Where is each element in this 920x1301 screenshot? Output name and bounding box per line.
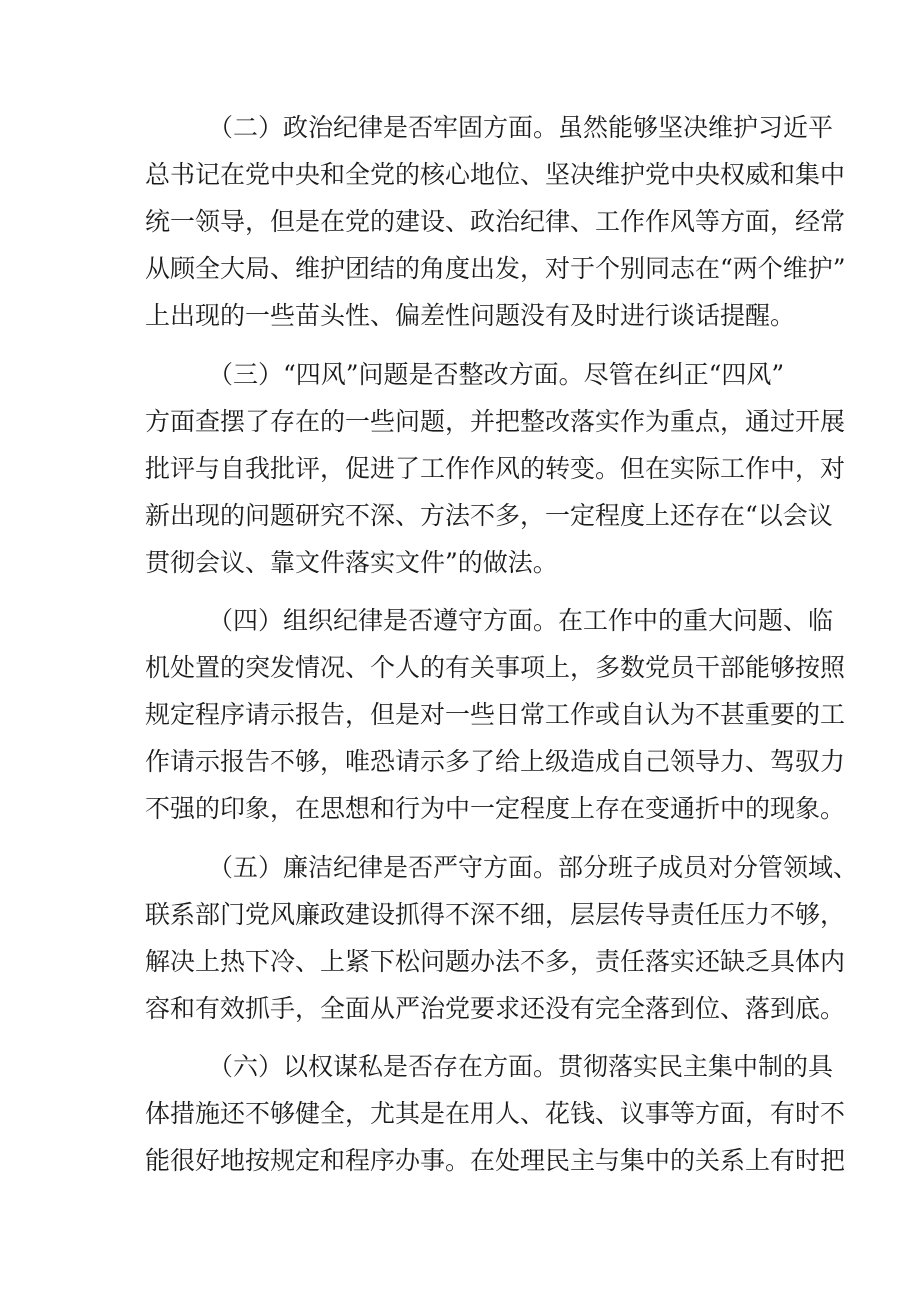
paragraph-4-line-2: 机处置的突发情况、个人的有关事项上，多数党员干部能够按照: [145, 653, 846, 682]
paragraph-2-line-1: （二）政治纪律是否牢固方面。虽然能够坚决维护习近平: [208, 113, 834, 142]
paragraph-5-line-3: 解决上热下冷、上紧下松问题办法不多，责任落实还缺乏具体内: [145, 947, 846, 976]
paragraph-3-line-4: 新出现的问题研究不深、方法不多，一定程度上还存在“以会议: [145, 501, 833, 530]
paragraph-6-line-2: 体措施还不够健全，尤其是在用人、花钱、议事等方面，有时不: [145, 1099, 846, 1128]
paragraph-2-line-4: 从顾全大局、维护团结的角度出发，对于个别同志在“两个维护”: [145, 254, 846, 283]
paragraph-3-line-5: 贯彻会议、靠文件落实文件”的做法。: [145, 548, 558, 577]
paragraph-2-line-3: 统一领导，但是在党的建设、政治纪律、工作作风等方面，经常: [145, 207, 846, 236]
paragraph-4-line-4: 作请示报告不够，唯恐请示多了给上级造成自己领导力、驾驭力: [145, 747, 846, 776]
paragraph-2-line-5: 上出现的一些苗头性、偏差性问题没有及时进行谈话提醒。: [145, 301, 796, 330]
paragraph-3-line-3: 批评与自我批评，促进了工作作风的转变。但在实际工作中，对: [145, 454, 846, 483]
paragraph-5-line-2: 联系部门党风廉政建设抓得不深不细，层层传导责任压力不够，: [145, 900, 846, 929]
paragraph-5-line-4: 容和有效抓手，全面从严治党要求还没有完全落到位、落到底。: [145, 994, 846, 1023]
paragraph-6-line-1: （六）以权谋私是否存在方面。贯彻落实民主集中制的具: [208, 1052, 834, 1081]
paragraph-6-line-3: 能很好地按规定和程序办事。在处理民主与集中的关系上有时把: [145, 1146, 846, 1175]
paragraph-4-line-1: （四）组织纪律是否遵守方面。在工作中的重大问题、临: [208, 606, 834, 635]
paragraph-3-line-2: 方面查摆了存在的一些问题，并把整改落实作为重点，通过开展: [145, 407, 846, 436]
paragraph-3-line-1: （三）“四风”问题是否整改方面。尽管在纠正“四风”: [208, 360, 785, 389]
paragraph-4-line-5: 不强的印象，在思想和行为中一定程度上存在变通折中的现象。: [145, 794, 846, 823]
paragraph-2-line-2: 总书记在党中央和全党的核心地位、坚决维护党中央权威和集中: [145, 160, 846, 189]
paragraph-4-line-3: 规定程序请示报告，但是对一些日常工作或自认为不甚重要的工: [145, 700, 846, 729]
paragraph-5-line-1: （五）廉洁纪律是否严守方面。部分班子成员对分管领域、: [208, 853, 859, 882]
